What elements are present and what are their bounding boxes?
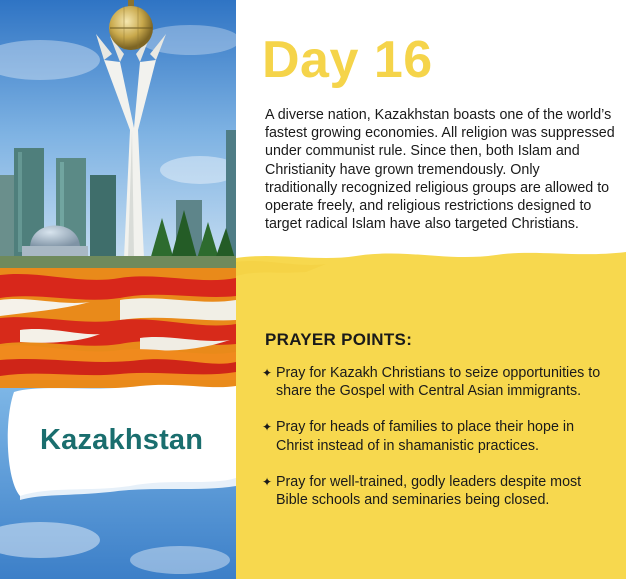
prayer-point — [262, 473, 607, 509]
prayer-point — [262, 418, 607, 454]
day-title: Day 16 — [262, 31, 433, 89]
bayterek-tower-photo — [0, 0, 236, 579]
prayer-points-list — [262, 364, 607, 527]
sparkle-bullet-icon: ✦ — [262, 420, 273, 435]
prayer-point-text: Pray for Kazakh Christians to seize opportunities to share the Gospel with Central Asian immigrants. — [276, 365, 601, 400]
prayer-point-text: Pray for heads of families to place their hope in Christ instead of in shamanistic practices. — [276, 419, 575, 454]
sparkle-bullet-icon: ✦ — [262, 366, 273, 380]
prayer-point — [262, 364, 607, 400]
prayer-point-text: Pray for well-trained, godly leaders despite most Bible schools and seminaries being closed. — [276, 473, 582, 509]
country-label: Kazakhstan — [40, 424, 204, 456]
sparkle-bullet-icon: ✦ — [262, 474, 273, 489]
intro-paragraph: A diverse nation, Kazakhstan boasts one of the world’s fastest growing economies. All religion was suppressed under communist rule. Since then, both Islam and Christianity have grown tremendously. Only traditionally recognized religious groups are allowed to operate freely, and religious restrictions designed to target radical Islam have also targeted Christians. — [265, 107, 615, 233]
prayer-points-heading: PRAYER POINTS: — [265, 330, 413, 349]
